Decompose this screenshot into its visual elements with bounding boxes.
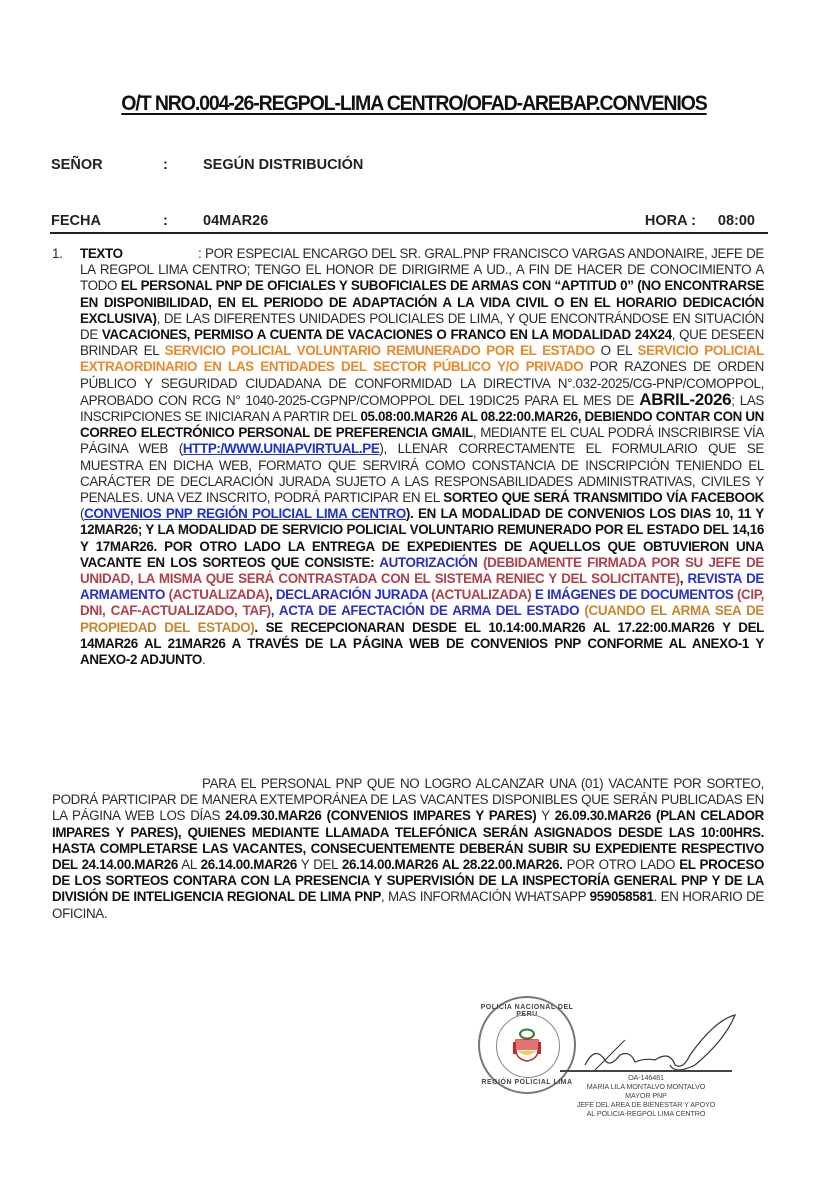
text-segment: SORTEO QUE SERÁ TRANSMITIDO VÍA FACEBOOK xyxy=(443,490,764,506)
text-segment: EL PERSONAL PNP DE OFICIALES Y SUBOFICIALES DE ARMAS CON “APTITUD 0” (NO ENCONTRARSE EN DISPONIBILIDAD, EN EL PERIODO DE ADAPTACIÓN A LA VIDA CIVIL O EN EL HORARIO DEDICACIÓN EXCLUSIVA) xyxy=(80,278,764,326)
hora-group xyxy=(645,213,755,229)
text-segment: AL xyxy=(177,857,201,873)
text-segment: (ACTUALIZADA) xyxy=(165,587,269,603)
text-segment: AUTORIZACIÓN xyxy=(379,554,478,570)
text-segment: REVISTA DE ARMAMENTO xyxy=(80,571,764,603)
paragraph-1-content xyxy=(80,246,764,667)
text-segment: PARA EL PERSONAL PNP QUE NO LOGRO ALCANZAR UNA (01) VACANTE POR SORTEO, PODRÁ PARTICIPAR DE MANERA EXTEMPORÁNEA DE LAS VACANTES DISPONIBLES QUE SERÁN PUBLICADAS EN LA PÁGINA WEB LOS DÍAS xyxy=(52,776,764,824)
text-segment: , ACTA DE AFECTACIÓN DE ARMA DEL ESTADO xyxy=(270,603,580,619)
texto-label: TEXTO xyxy=(80,246,123,261)
text-segment: SERVICIO POLICIAL VOLUNTARIO REMUNERADO POR EL ESTADO xyxy=(164,343,595,359)
text-segment: ). EN LA MODALIDAD DE CONVENIOS LOS DIAS 10, 11 Y 12MAR26; Y LA MODALIDAD DE SERVICIO POLICIAL VOLUNTARIO REMUNERADO POR EL ESTADO DEL 14,16 Y 17MAR26. POR OTRO LADO LA ENTREGA DE EXPEDIENTES DE AQUELLOS QUE OBTUVIERON UNA VACANTE EN LOS SORTEOS QUE CONSISTE: xyxy=(80,506,765,570)
text-segment: , xyxy=(268,587,276,603)
text-segment: , DE LAS DIFERENTES UNIDADES POLICIALES DE LIMA, Y QUE ENCONTRÁNDOSE EN SITUACIÓN DE xyxy=(80,310,764,343)
header-divider xyxy=(50,232,768,234)
text-segment: EL PROCESO DE LOS SORTEOS CONTARA CON LA PRESENCIA Y SUPERVISIÓN DE LA INSPECTORÍA GENERAL PNP Y DE LA DIVISIÓN DE INTELIGENCIA REGIONAL DE LIMA PNP xyxy=(52,857,765,905)
seal-bottom-text: REGIÓN POLICIAL LIMA xyxy=(481,1079,573,1086)
hora-value: 08:00 xyxy=(717,213,755,229)
colon: : xyxy=(163,157,168,173)
text-segment: . EN HORARIO DE OFICINA. xyxy=(52,889,764,921)
signatory-rank: MAYOR PNP xyxy=(625,1091,667,1100)
text-segment: ; LAS INSCRIPCIONES SE INICIARAN A PARTIR DEL xyxy=(80,392,764,425)
hora-label: HORA : xyxy=(644,213,696,229)
fecha-value: 04MAR26 xyxy=(203,213,269,229)
signatory-title: JEFE DEL AREA DE BIENESTAR Y APOYO xyxy=(576,1100,716,1109)
text-link[interactable]: HTTP:/WWW.UNIAPVIRTUAL.PE xyxy=(182,441,380,457)
text-segment: 05.08:00.MAR26 AL 08.22:00.MAR26, DEBIENDO CONTAR CON UN CORREO ELECTRÓNICO PERSONAL DE PREFERENCIA GMAIL xyxy=(80,409,765,441)
text-segment: 26.09.30.MAR26 (PLAN CELADOR IMPARES Y PARES), QUIENES MEDIANTE LLAMADA TELEFÓNICA SERÁN ASIGNADOS DESDE LAS 10:00HRS. HASTA COMPLETARSE LAS VACANTES, CONSECUENTEMENTE DEBERÁN SUBIR SU EXPEDIENTE RESPECTIVO DEL 24.14.00.MAR26 xyxy=(52,808,764,873)
signatory-name: MARIA LILA MONTALVO MONTALVO xyxy=(586,1082,706,1091)
paragraph-2-content xyxy=(52,776,764,921)
fecha-label: FECHA xyxy=(51,213,101,229)
text-segment: 26.14.00.MAR26 xyxy=(200,857,297,873)
senor-value: SEGÚN DISTRIBUCIÓN xyxy=(203,157,364,173)
recipient-row xyxy=(51,157,363,173)
date-row xyxy=(51,213,769,229)
paragraph-number: 1. xyxy=(52,246,63,261)
paragraph-2 xyxy=(52,776,764,922)
text-segment: Y DEL xyxy=(296,857,342,873)
text-segment: (CUANDO EL ARMA SEA DE PROPIEDAD DEL ESTADO) xyxy=(80,603,764,635)
text-segment: , xyxy=(679,571,688,587)
signatory-unit: AL POLICIA-REGPOL LIMA CENTRO xyxy=(586,1109,706,1118)
document-title: O/T NRO.004-26-REGPOL-LIMA CENTRO/OFAD-AREBAP.CONVENIOS xyxy=(121,92,707,115)
text-segment: (CIP, DNI, CAF-ACTUALIZADO, TAF) xyxy=(80,587,764,619)
coat-of-arms-icon xyxy=(513,1028,541,1062)
text-segment: : POR ESPECIAL ENCARGO DEL SR. GRAL.PNP FRANCISCO VARGAS ANDONAIRE, JEFE DE LA REGPOL LIMA CENTRO; TENGO EL HONOR DE DIRIGIRME A UD., A FIN DE HACER DE CONOCIMIENTO A TODO xyxy=(80,246,764,294)
text-segment: POR OTRO LADO xyxy=(562,857,680,873)
text-segment: . SE RECEPCIONARAN DESDE EL 10.14:00.MAR26 AL 17.22:00.MAR26 Y DEL 14MAR26 AL 21MAR26 A TRAVÉS DE LA PÁGINA WEB DE CONVENIOS PNP CONFORME AL ANEXO-1 Y ANEXO-2 ADJUNTO xyxy=(80,619,764,668)
text-link[interactable]: CONVENIOS PNP REGIÓN POLICIAL LIMA CENTRO xyxy=(84,506,406,522)
text-segment: , MAS INFORMACIÓN WHATSAPP xyxy=(380,889,590,905)
text-segment: (ACTUALIZADA) xyxy=(427,587,532,603)
text-segment: , QUE DESEEN BRINDAR EL xyxy=(80,327,765,359)
text-segment: 24.09.30.MAR26 (CONVENIOS IMPARES Y PARES) xyxy=(225,808,537,824)
text-segment: , MEDIANTE EL CUAL PODRÁ INSCRIBIRSE VÍA PÁGINA WEB ( xyxy=(80,425,764,457)
text-segment: SERVICIO POLICIAL EXTRAORDINARIO EN LAS ENTIDADES DEL SECTOR PÚBLICO Y/O PRIVADO xyxy=(80,343,764,375)
text-segment: VACACIONES, PERMISO A CUENTA DE VACACIONES O FRANCO EN LA MODALIDAD 24X24 xyxy=(101,327,672,343)
seal-top-text: POLICIA NACIONAL DEL PERU xyxy=(480,1004,574,1018)
text-segment: ABRIL-2026 xyxy=(639,389,732,409)
senor-label: SEÑOR xyxy=(51,157,103,173)
signatory-id: OA-146481 xyxy=(628,1073,664,1082)
text-segment: E IMÁGENES DE DOCUMENTOS xyxy=(531,587,734,603)
text-segment: Y xyxy=(536,808,555,824)
paragraph-1 xyxy=(52,246,764,668)
paragraph-1-text xyxy=(52,246,764,668)
text-segment: (DEBIDAMENTE FIRMADA POR SU JEFE DE UNIDAD, LA MISMA QUE SERÁ CONTRASTADA CON EL SISTEMA RENIEC Y DEL SOLICITANTE) xyxy=(80,554,764,587)
text-segment: ), LLENAR CORRECTAMENTE EL FORMULARIO QUE SE MUESTRA EN DICHA WEB, FORMATO QUE SERVIRÁ COMO CONSTANCIA DE INSCRIPCIÓN TENIENDO EL CARÁCTER DE DECLARACIÓN JURADA SUJETO A LAS RESPONSABILIDADES ADMINISTRATIVAS, CIVILES Y PENALES. UNA VEZ INSCRITO, PODRÁ PARTICIPAR EN EL xyxy=(80,441,764,506)
signature-line xyxy=(560,1070,732,1072)
signatory-block xyxy=(560,1073,732,1118)
text-segment: . xyxy=(201,652,206,668)
text-segment: POR RAZONES DE ORDEN PÚBLICO Y SEGURIDAD CIUDADANA DE CONFORMIDAD LA DIRECTIVA N°.032-2025/CG-PNP/COMOPPOL, APROBADO CON RCG N° 1040-2025-CGPNP/COMOPPOL DEL 19DIC25 PARA EL MES DE xyxy=(80,359,764,408)
colon: : xyxy=(163,213,168,229)
text-segment: 26.14.00.MAR26 AL 28.22.00.MAR26. xyxy=(341,857,563,873)
text-segment: ( xyxy=(80,506,85,522)
text-segment: 959058581 xyxy=(589,889,654,905)
text-segment: DECLARACIÓN JURADA xyxy=(275,587,428,603)
text-segment: O EL xyxy=(594,343,638,359)
